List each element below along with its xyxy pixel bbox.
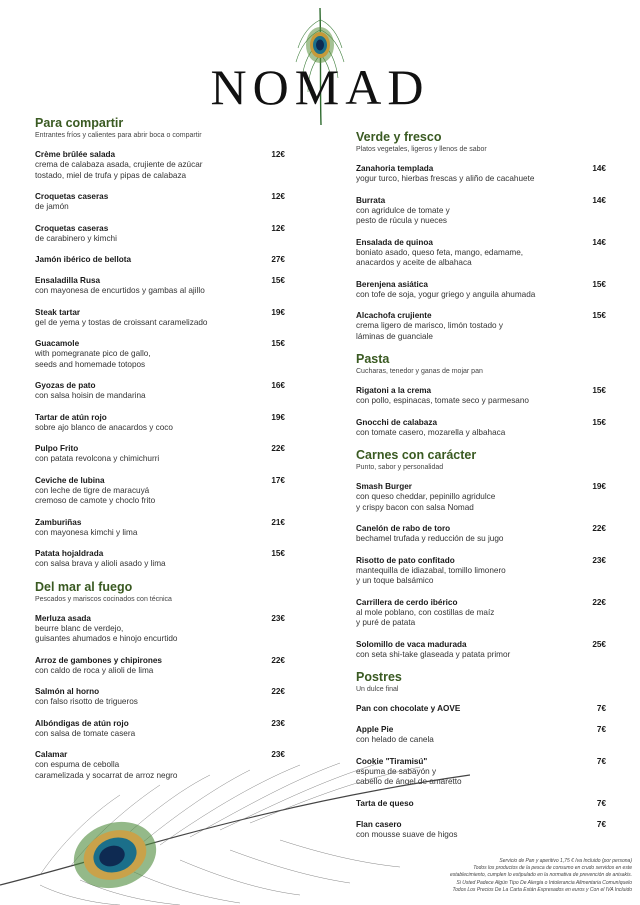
menu-item (356, 703, 606, 714)
item-name: Risotto de pato confitado (356, 555, 455, 565)
section-title: Carnes con carácter (356, 448, 477, 462)
item-name: Flan casero (356, 819, 402, 829)
item-description: seeds and homemade totopos (35, 359, 146, 369)
item-price: 17€ (271, 475, 285, 485)
item-price: 7€ (596, 798, 606, 808)
item-description: y un toque balsámico (356, 576, 434, 585)
menu-item (35, 380, 285, 402)
item-name: Gnocchi de calabaza (356, 417, 437, 427)
item-price: 23€ (271, 750, 285, 759)
menu-item (35, 223, 285, 245)
item-description: con espuma de cebolla (35, 760, 120, 769)
item-price: 22€ (592, 597, 606, 607)
menu-item (356, 237, 606, 269)
item-price: 7€ (596, 725, 606, 734)
item-description: crema ligero de marisco, limón tostado y (356, 321, 503, 330)
item-price: 19€ (592, 482, 606, 491)
footer-line: Servicio de Pan y aperitivo 1,75 € Iva Incluido (por persona) (499, 858, 632, 864)
item-name: Croquetas caseras (35, 192, 109, 201)
item-description: de carabinero y kimchi (35, 233, 117, 243)
item-description: guisantes ahumados e hinojo encurtido (35, 634, 178, 643)
menu-item (35, 443, 285, 465)
item-description: con mayonesa kimchi y lima (35, 527, 138, 537)
item-description: sobre ajo blanco de anacardos y coco (35, 422, 173, 432)
item-price: 25€ (592, 639, 606, 649)
item-description: con seta shi-take glaseada y patata primor (356, 649, 511, 659)
menu-item (35, 655, 285, 677)
item-price: 22€ (271, 444, 285, 453)
item-price: 15€ (271, 276, 285, 285)
item-description: con mousse suave de higos (356, 829, 458, 839)
item-price: 19€ (271, 412, 285, 422)
item-description: boniato asado, queso feta, mango, edamame, (356, 247, 524, 257)
item-description: con patata revolcona y chimichurri (35, 454, 160, 463)
item-description: de jamón (35, 202, 69, 211)
item-description: cremoso de camote y choclo frito (35, 496, 156, 505)
item-price: 15€ (592, 386, 606, 395)
item-description: caramelizada y socarrat de arroz negro (35, 770, 178, 780)
menu-item (35, 254, 285, 265)
menu-item (356, 555, 606, 587)
section-subtitle: Pescados y mariscos cocinados con técnica (35, 595, 172, 603)
item-price: 16€ (271, 381, 285, 390)
footer-line: Todos los productos de la pesca de consumo en crudo servidos en este (473, 865, 632, 872)
item-name: Rigatoni a la crema (356, 386, 432, 395)
item-description: con caldo de roca y alioli de lima (35, 665, 154, 675)
item-description: con helado de canela (356, 735, 434, 744)
menu-item (35, 191, 285, 213)
item-description: láminas de guanciale (356, 331, 433, 341)
item-name: Tarta de queso (356, 798, 414, 808)
section-pasta (356, 352, 606, 438)
item-price: 12€ (271, 150, 285, 159)
item-price: 12€ (271, 192, 285, 201)
item-price: 27€ (271, 255, 285, 264)
item-description: con salsa hoisin de mandarina (35, 391, 146, 400)
item-price: 14€ (592, 237, 606, 247)
item-description: espuma de sabayón y (356, 766, 437, 776)
menu-item (356, 639, 606, 661)
item-price: 15€ (592, 417, 606, 427)
item-description: con tomate casero, mozarella y albahaca (356, 427, 506, 437)
section-title: Verde y fresco (356, 130, 442, 144)
item-name: Pan con chocolate y AOVE (356, 704, 461, 713)
item-description: mantequilla de idiazabal, tomillo limonero (356, 565, 506, 575)
item-description: crema de calabaza asada, crujiente de azúcar (35, 160, 203, 169)
item-name: Zanahoria templada (356, 164, 434, 173)
left-column (35, 116, 285, 791)
item-price: 12€ (271, 223, 285, 233)
section-verde-y-fresco (356, 130, 606, 342)
item-name: Pulpo Frito (35, 444, 79, 453)
item-name: Ensaladilla Rusa (35, 276, 101, 285)
item-description: con salsa brava y alioli asado y lima (35, 559, 166, 568)
brand-logo: NOMAD (210, 59, 430, 115)
item-description: bechamel trufada y reducción de su jugo (356, 534, 504, 543)
menu-item (35, 275, 285, 297)
menu-item (35, 613, 285, 645)
item-description: con queso cheddar, pepinillo agridulce (356, 492, 496, 501)
item-name: Carrillera de cerdo ibérico (356, 597, 458, 607)
item-price: 7€ (596, 756, 606, 766)
section-para-compartir (35, 116, 285, 570)
footer-line: establecimiento, cumplen lo estipulado en la normativa de prevención de anisakis. (449, 872, 632, 879)
menu-item (356, 481, 606, 513)
item-name: Zamburiñas (35, 517, 82, 527)
item-price: 21€ (271, 517, 285, 527)
item-name: Tartar de atún rojo (35, 412, 107, 422)
section-title: Para compartir (35, 116, 124, 130)
item-name: Solomillo de vaca madurada (356, 639, 467, 649)
menu-item (356, 385, 606, 407)
item-name: Alcachofa crujiente (356, 311, 432, 320)
item-price: 22€ (271, 687, 285, 696)
menu-item (35, 149, 285, 181)
menu-item (35, 517, 285, 539)
item-name: Albóndigas de atún rojo (35, 718, 129, 728)
item-price: 7€ (596, 819, 606, 829)
item-description: cabello de ángel de amaretto (356, 777, 462, 786)
item-name: Arroz de gambones y chipirones (35, 655, 162, 665)
item-price: 15€ (592, 279, 606, 289)
item-price: 23€ (592, 555, 606, 565)
item-description: beurre blanc de verdejo, (35, 623, 124, 633)
item-price: 23€ (271, 718, 285, 728)
item-description: con mayonesa de encurtidos y gambas al ajillo (35, 286, 205, 295)
menu-item (35, 412, 285, 434)
menu-item (356, 163, 606, 185)
menu-item (35, 307, 285, 329)
item-name: Berenjena asiática (356, 279, 428, 289)
item-description: yogur turco, hierbas frescas y aliño de cacahuete (356, 174, 535, 183)
item-price: 14€ (592, 164, 606, 173)
section-title: Pasta (356, 352, 390, 366)
section-title: Del mar al fuego (35, 579, 133, 594)
item-name: Smash Burger (356, 482, 412, 491)
item-name: Steak tartar (35, 307, 81, 317)
item-price: 14€ (592, 195, 606, 205)
item-price: 15€ (271, 339, 285, 348)
section-subtitle: Un dulce final (356, 686, 399, 693)
item-description: al mole poblano, con costillas de maíz (356, 607, 495, 617)
item-description: with pomegranate pico de gallo, (35, 349, 151, 358)
item-name: Salmón al horno (35, 687, 100, 696)
item-name: Merluza asada (35, 613, 91, 623)
item-name: Cookie "Tiramisú" (356, 756, 428, 766)
item-description: con salsa de tomate casera (35, 728, 136, 738)
item-description: con agridulce de tomate y (356, 205, 450, 215)
item-name: Ceviche de lubina (35, 475, 105, 485)
item-description: y puré de patata (356, 618, 416, 627)
item-price: 23€ (271, 613, 285, 623)
item-name: Gyozas de pato (35, 381, 96, 390)
item-name: Patata hojaldrada (35, 549, 104, 558)
item-name: Canelón de rabo de toro (356, 524, 451, 533)
menu-item (356, 417, 606, 439)
item-description: con tofe de soja, yogur griego y anguila ahumada (356, 289, 536, 299)
section-title: Postres (356, 670, 402, 684)
section-subtitle: Punto, sabor y personalidad (356, 464, 444, 471)
footer-line: Todos Los Precios De La Carta Están Expresados en euros y Con el IVA Incluido (452, 886, 632, 893)
item-description: gel de yema y tostas de croissant caramelizado (35, 317, 208, 327)
item-price: 7€ (596, 704, 606, 713)
menu-item (35, 475, 285, 507)
item-description: con pollo, espinacas, tomate seco y parmesano (356, 396, 529, 405)
item-description: con falso risotto de trigueros (35, 697, 138, 706)
item-price: 15€ (271, 549, 285, 558)
section-carnes-con-caracter (356, 448, 606, 660)
item-name: Crème brûlée salada (35, 150, 116, 159)
item-price: 15€ (592, 311, 606, 320)
item-description: pesto de rúcula y nueces (356, 216, 448, 225)
footer-line: Si Usted Padece Algún Tipo De Alergia o Intolerancia Alimentaria Comuníquelo (456, 879, 632, 886)
menu-item (356, 195, 606, 227)
menu-item (35, 338, 285, 370)
menu-item (35, 686, 285, 708)
item-description: con leche de tigre de maracuyá (35, 485, 150, 495)
item-price: 19€ (271, 307, 285, 317)
menu-item (356, 279, 606, 301)
item-name: Jamón ibérico de bellota (35, 255, 131, 264)
section-subtitle: Cucharas, tenedor y ganas de mojar pan (356, 368, 483, 375)
item-price: 22€ (592, 524, 606, 533)
item-name: Burrata (356, 195, 386, 205)
menu-item (356, 523, 606, 545)
item-description: tostado, miel de trufa y pipas de calabaza (35, 170, 187, 180)
item-name: Apple Pie (356, 725, 394, 734)
menu-item (356, 597, 606, 629)
item-name: Guacamole (35, 339, 80, 348)
item-price: 22€ (271, 655, 285, 665)
section-subtitle: Entrantes fríos y calientes para abrir boca o compartir (35, 132, 202, 139)
item-description: y crispy bacon con salsa Nomad (356, 502, 474, 512)
item-description: anacardos y aceite de albahaca (356, 258, 472, 267)
menu-item (356, 310, 606, 342)
section-subtitle: Platos vegetales, ligeros y llenos de sabor (356, 146, 487, 153)
item-name: Croquetas caseras (35, 223, 109, 233)
item-name: Ensalada de quinoa (356, 237, 433, 247)
item-name: Calamar (35, 750, 68, 759)
footer-notes (380, 858, 632, 894)
menu-item (35, 548, 285, 570)
